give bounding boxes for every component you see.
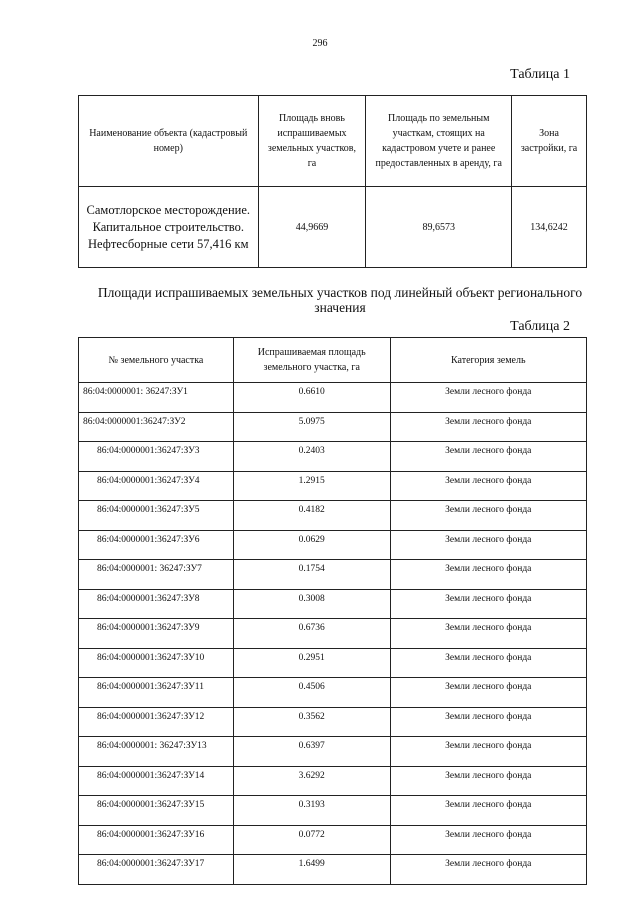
land-category-cell: Земли лесного фонда (390, 766, 586, 796)
parcel-number-cell: 86:04:0000001:36247:ЗУ8 (79, 589, 234, 619)
table-row (79, 737, 587, 767)
land-category-cell: Земли лесного фонда (390, 825, 586, 855)
table-row (79, 825, 587, 855)
land-category-cell: Земли лесного фонда (390, 501, 586, 531)
area-cell: 0.4506 (233, 678, 390, 708)
table-row (79, 383, 587, 413)
parcel-number-cell: 86:04:0000001:36247:ЗУ15 (79, 796, 234, 826)
area-cell: 0.6397 (233, 737, 390, 767)
parcel-number-cell: 86:04:0000001: 36247:ЗУ13 (79, 737, 234, 767)
page-number: 296 (312, 38, 328, 49)
area-cell: 0.3008 (233, 589, 390, 619)
land-category-cell: Земли лесного фонда (390, 678, 586, 708)
land-category-cell: Земли лесного фонда (390, 589, 586, 619)
area-cell: 0.4182 (233, 501, 390, 531)
table1-header-row (79, 96, 587, 187)
parcel-number-cell: 86:04:0000001: 36247:ЗУ1 (79, 383, 234, 413)
area-cell: 0.3562 (233, 707, 390, 737)
area-cell: 0.6736 (233, 619, 390, 649)
land-category-cell: Земли лесного фонда (390, 442, 586, 472)
table-row (79, 855, 587, 885)
table1-data-row (79, 187, 587, 268)
area-cell: 0.1754 (233, 560, 390, 590)
table1-caption: Таблица 1 (510, 67, 570, 82)
table-row (79, 442, 587, 472)
area-cell: 0.2951 (233, 648, 390, 678)
land-category-cell: Земли лесного фонда (390, 796, 586, 826)
parcel-number-cell: 86:04:0000001:36247:ЗУ6 (79, 530, 234, 560)
land-category-cell: Земли лесного фонда (390, 737, 586, 767)
parcel-number-cell: 86:04:0000001:36247:ЗУ14 (79, 766, 234, 796)
table-row (79, 766, 587, 796)
land-category-cell: Земли лесного фонда (390, 855, 586, 885)
table1-header-new-area: Площадь вновь испрашиваемых земельных участков, га (258, 96, 366, 187)
area-cell: 3.6292 (233, 766, 390, 796)
parcel-number-cell: 86:04:0000001: 36247:ЗУ7 (79, 560, 234, 590)
parcel-number-cell: 86:04:0000001:36247:ЗУ12 (79, 707, 234, 737)
table2-header-area: Испрашиваемая площадь земельного участка, га (233, 338, 390, 383)
table-row (79, 560, 587, 590)
table1-object-name: Самотлорское месторождение. Капитальное строительство. Нефтесборные сети 57,416 км (79, 187, 259, 268)
table-row (79, 796, 587, 826)
area-cell: 0.6610 (233, 383, 390, 413)
area-cell: 1.6499 (233, 855, 390, 885)
parcel-number-cell: 86:04:0000001:36247:ЗУ4 (79, 471, 234, 501)
table1-new-area-value: 44,9669 (258, 187, 366, 268)
area-cell: 1.2915 (233, 471, 390, 501)
table-row (79, 678, 587, 708)
land-category-cell: Земли лесного фонда (390, 383, 586, 413)
parcel-number-cell: 86:04:0000001:36247:ЗУ10 (79, 648, 234, 678)
land-category-cell: Земли лесного фонда (390, 412, 586, 442)
table1-header-zone: Зона застройки, га (512, 96, 587, 187)
table1-header-object: Наименование объекта (кадастровый номер) (79, 96, 259, 187)
table-row (79, 589, 587, 619)
land-category-cell: Земли лесного фонда (390, 560, 586, 590)
table-row (79, 471, 587, 501)
table-row (79, 530, 587, 560)
area-cell: 0.0629 (233, 530, 390, 560)
land-category-cell: Земли лесного фонда (390, 648, 586, 678)
parcel-number-cell: 86:04:0000001:36247:ЗУ5 (79, 501, 234, 531)
table2-header-row (79, 338, 587, 383)
parcel-number-cell: 86:04:0000001:36247:ЗУ17 (79, 855, 234, 885)
table1-header-registered-area: Площадь по земельным участкам, стоящих на кадастровом учете и ранее предоставленных в аренду, га (366, 96, 512, 187)
table-row (79, 501, 587, 531)
parcel-number-cell: 86:04:0000001:36247:ЗУ3 (79, 442, 234, 472)
area-cell: 0.3193 (233, 796, 390, 826)
table-row (79, 412, 587, 442)
table-row (79, 648, 587, 678)
area-cell: 5.0975 (233, 412, 390, 442)
land-category-cell: Земли лесного фонда (390, 471, 586, 501)
table-row (79, 619, 587, 649)
parcel-number-cell: 86:04:0000001:36247:ЗУ2 (79, 412, 234, 442)
land-category-cell: Земли лесного фонда (390, 530, 586, 560)
table1-registered-area-value: 89,6573 (366, 187, 512, 268)
table2-header-parcel: № земельного участка (79, 338, 234, 383)
land-category-cell: Земли лесного фонда (390, 707, 586, 737)
parcels-table (78, 337, 587, 885)
table-row (79, 707, 587, 737)
area-cell: 0.0772 (233, 825, 390, 855)
section-heading: Площади испрашиваемых земельных участков под линейный объект регионального значения (97, 285, 583, 315)
table2-header-category: Категория земель (390, 338, 586, 383)
parcel-number-cell: 86:04:0000001:36247:ЗУ16 (79, 825, 234, 855)
parcel-number-cell: 86:04:0000001:36247:ЗУ9 (79, 619, 234, 649)
table2-caption: Таблица 2 (510, 319, 570, 334)
table1-zone-value: 134,6242 (512, 187, 587, 268)
land-summary-table (78, 95, 587, 268)
parcel-number-cell: 86:04:0000001:36247:ЗУ11 (79, 678, 234, 708)
area-cell: 0.2403 (233, 442, 390, 472)
land-category-cell: Земли лесного фонда (390, 619, 586, 649)
